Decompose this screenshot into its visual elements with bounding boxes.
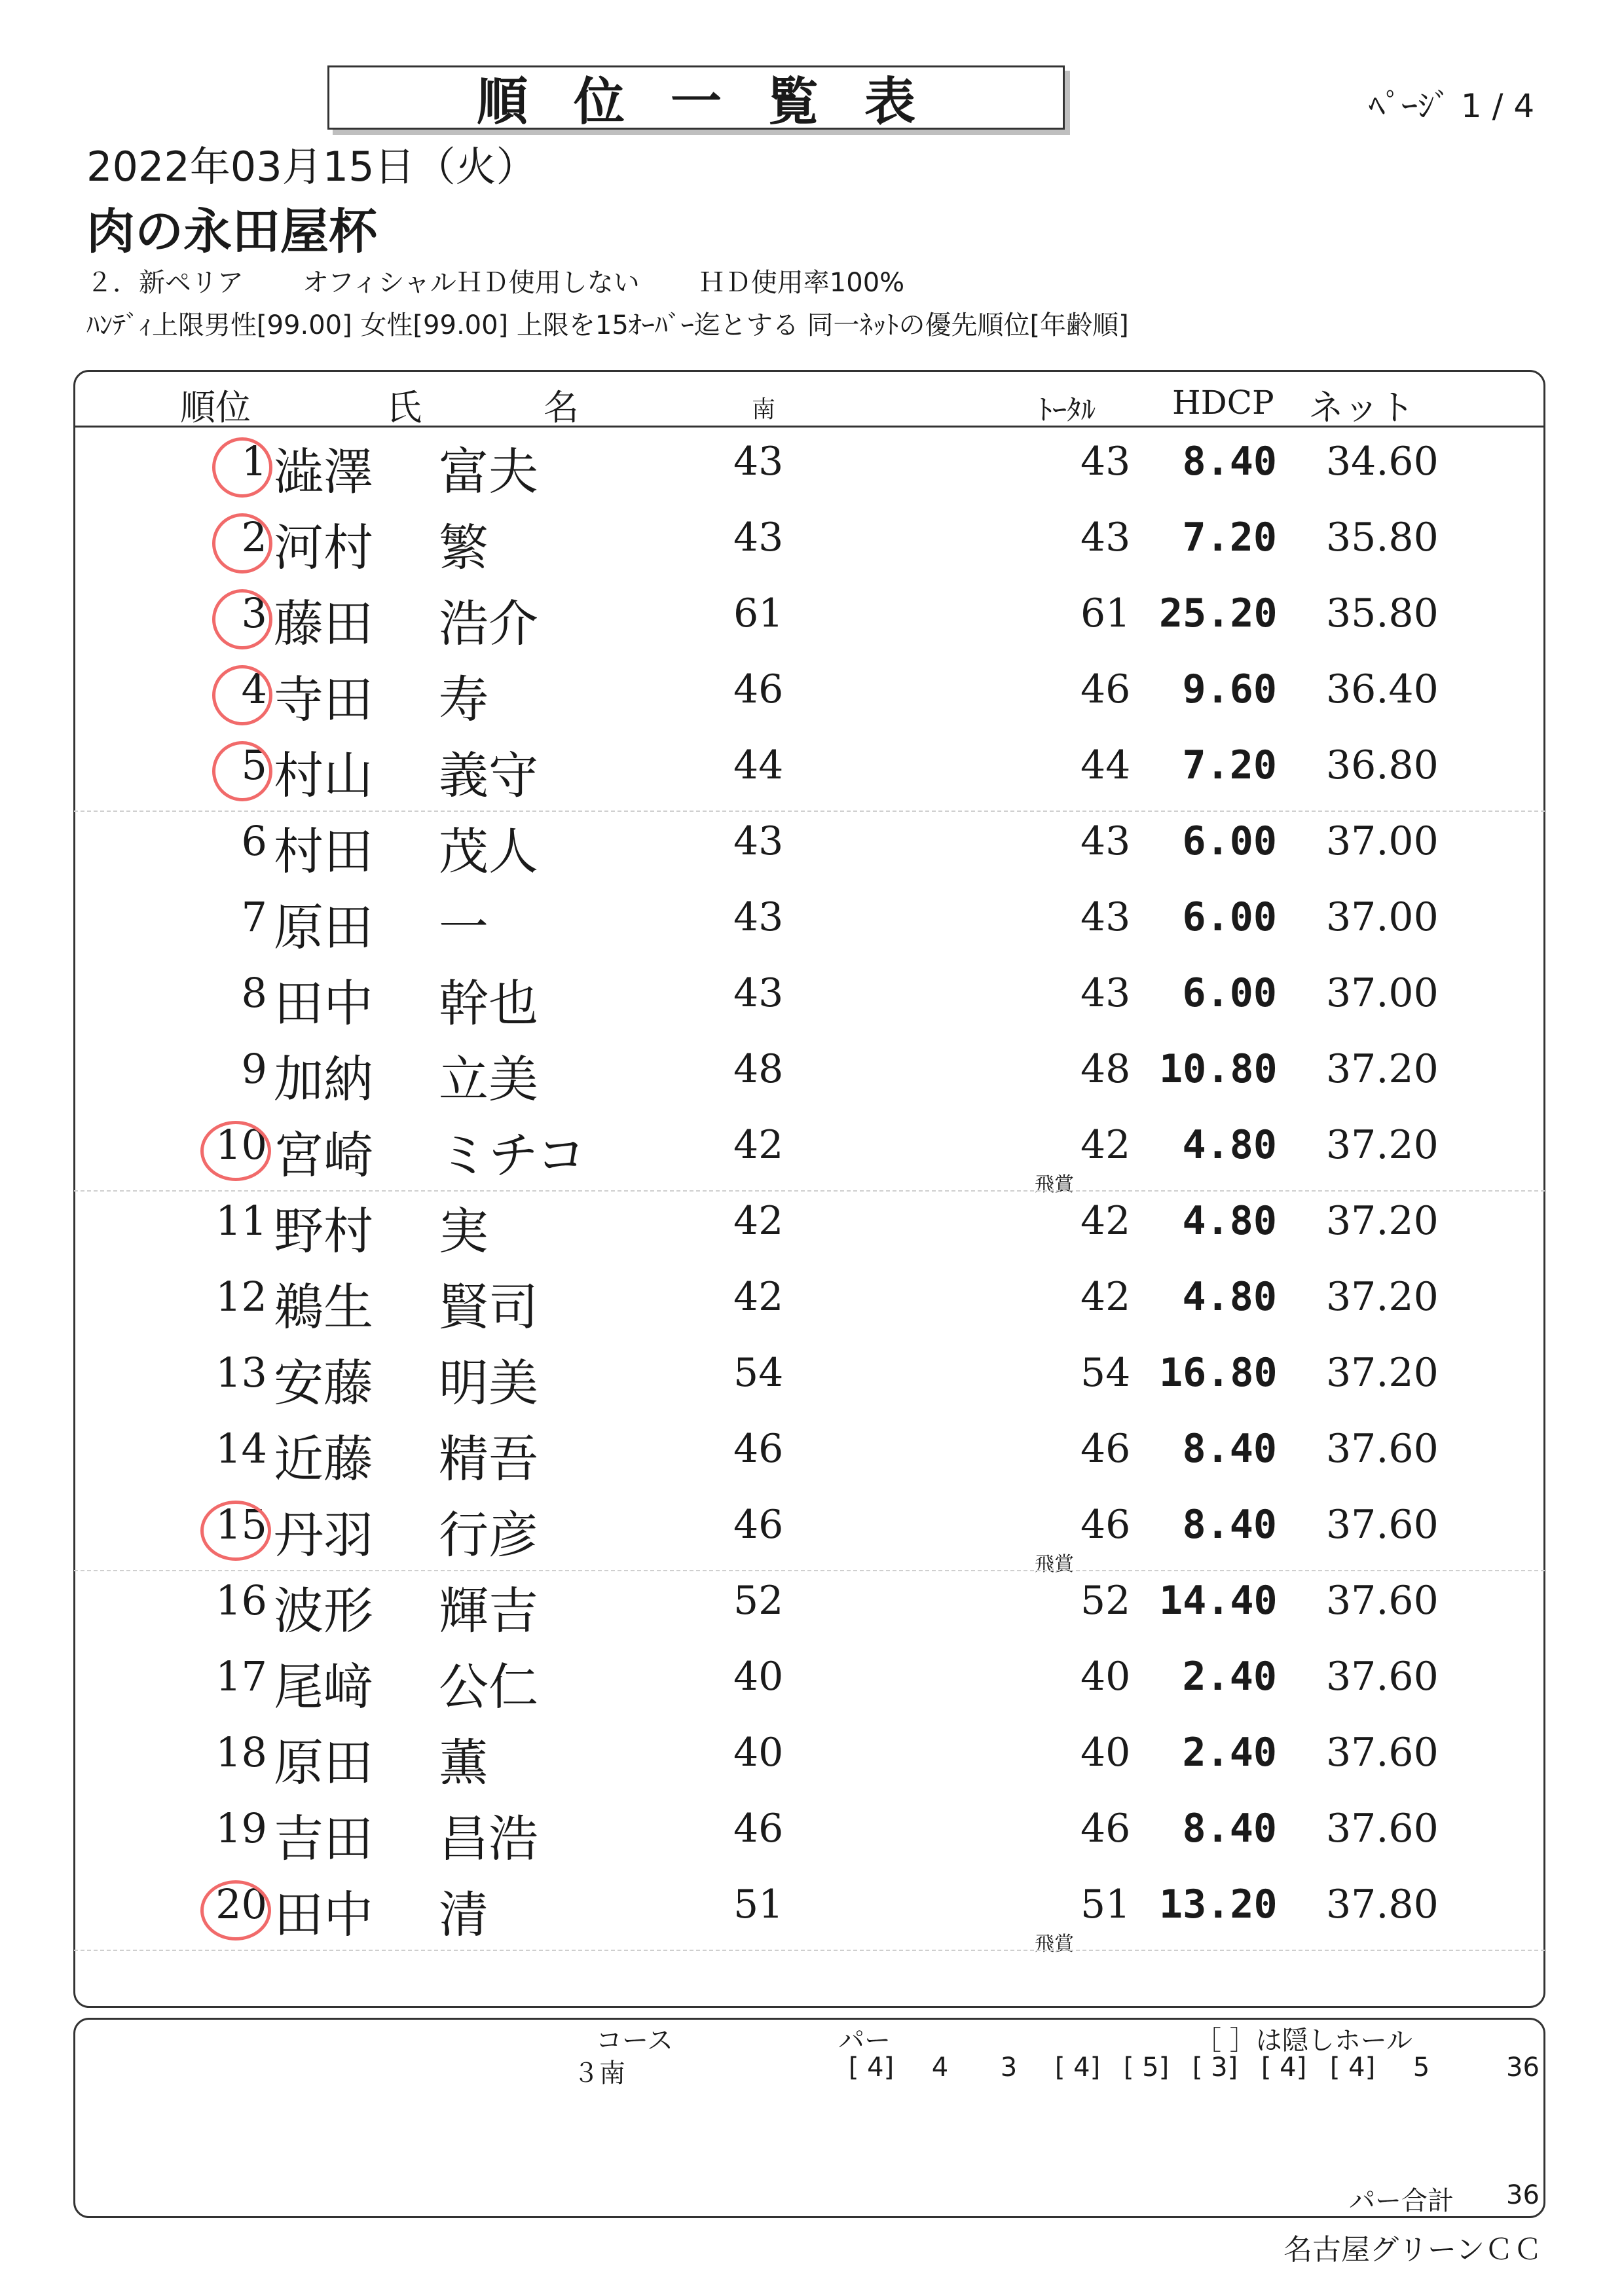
hdcp-value: 8.40 bbox=[1182, 1426, 1277, 1472]
par-values bbox=[837, 2052, 1456, 2083]
rank-circle-mark bbox=[200, 1501, 271, 1561]
par-sum-value: 36 bbox=[1506, 2180, 1540, 2210]
conditions-line: ﾊﾝﾃﾞｨ上限男性[99.00] 女性[99.00] 上限を15ｵｰﾊﾞｰ迄とする 同一ﾈｯﾄの優先順位[年齢順] bbox=[86, 310, 1129, 340]
hdcp-value: 6.00 bbox=[1182, 894, 1277, 940]
hd-rate: ＨＤ使用率100% bbox=[698, 268, 905, 298]
total-score: 46 bbox=[1080, 1426, 1131, 1472]
course-label: コース bbox=[596, 2026, 673, 2056]
rank-circle-mark bbox=[212, 741, 272, 801]
method: ２．新ペリア bbox=[86, 268, 244, 298]
total-score: 43 bbox=[1080, 818, 1131, 864]
hdcp-value: 10.80 bbox=[1159, 1046, 1278, 1092]
player-family-name: 波形 bbox=[274, 1582, 373, 1640]
total-score: 43 bbox=[1080, 439, 1131, 484]
hdcp-value: 8.40 bbox=[1182, 1806, 1277, 1851]
hdcp-value: 4.80 bbox=[1182, 1198, 1277, 1244]
total-score: 48 bbox=[1080, 1046, 1131, 1092]
south-score: 54 bbox=[733, 1350, 784, 1396]
player-given-name: 薫 bbox=[439, 1734, 489, 1792]
hdcp-value: 9.60 bbox=[1182, 666, 1277, 712]
player-given-name: 立美 bbox=[439, 1050, 538, 1108]
rank-number: 16 bbox=[215, 1576, 267, 1624]
net-score: 37.60 bbox=[1326, 1426, 1439, 1472]
rank-number: 19 bbox=[215, 1804, 267, 1852]
col-name-1: 氏 bbox=[386, 387, 422, 428]
south-score: 46 bbox=[733, 1426, 784, 1472]
rank-number: 17 bbox=[215, 1652, 267, 1700]
player-family-name: 澁澤 bbox=[274, 443, 373, 501]
south-score: 42 bbox=[733, 1274, 784, 1320]
rank-number: 20 bbox=[215, 1880, 267, 1928]
player-family-name: 田中 bbox=[274, 1886, 373, 1944]
player-family-name: 丹羽 bbox=[274, 1506, 373, 1564]
rank-number: 3 bbox=[241, 589, 267, 637]
player-given-name: 一 bbox=[439, 898, 489, 957]
rank-number: 4 bbox=[241, 665, 267, 713]
rank-circle-mark bbox=[200, 1121, 271, 1181]
net-score: 36.40 bbox=[1326, 666, 1439, 712]
player-family-name: 原田 bbox=[274, 898, 373, 957]
hdcp-value: 2.40 bbox=[1182, 1730, 1277, 1776]
total-score: 42 bbox=[1080, 1198, 1131, 1244]
south-score: 52 bbox=[733, 1578, 784, 1624]
rank-number: 7 bbox=[241, 893, 267, 941]
south-score: 43 bbox=[733, 515, 784, 560]
total-score: 40 bbox=[1080, 1730, 1131, 1776]
rank-number: 9 bbox=[241, 1045, 267, 1093]
rank-circle-mark bbox=[212, 513, 272, 574]
col-south: 南 bbox=[752, 396, 776, 423]
south-score: 40 bbox=[733, 1654, 784, 1700]
net-score: 35.80 bbox=[1326, 515, 1439, 560]
col-hdcp: HDCP bbox=[1172, 384, 1274, 422]
par-label: パー bbox=[838, 2026, 891, 2056]
par-hole: 4 bbox=[931, 2052, 949, 2083]
player-given-name: 義守 bbox=[439, 746, 538, 805]
rank-circle-mark bbox=[212, 437, 272, 498]
player-family-name: 河村 bbox=[274, 519, 373, 577]
par-hole: [ 4] bbox=[1261, 2052, 1307, 2083]
south-score: 44 bbox=[733, 742, 784, 788]
net-score: 37.00 bbox=[1326, 970, 1439, 1016]
player-given-name: 実 bbox=[439, 1202, 489, 1260]
par-hole: [ 4] bbox=[1329, 2052, 1376, 2083]
south-score: 48 bbox=[733, 1046, 784, 1092]
hdcp-value: 7.20 bbox=[1182, 515, 1277, 560]
player-given-name: 明美 bbox=[439, 1354, 538, 1412]
player-given-name: 清 bbox=[439, 1886, 489, 1944]
par-total-row: 36 bbox=[1506, 2052, 1540, 2083]
title-box bbox=[327, 65, 1065, 130]
south-score: 43 bbox=[733, 818, 784, 864]
south-score: 42 bbox=[733, 1198, 784, 1244]
col-rank: 順位 bbox=[180, 387, 251, 428]
net-score: 37.20 bbox=[1326, 1350, 1439, 1396]
player-given-name: 繁 bbox=[439, 519, 489, 577]
south-score: 46 bbox=[733, 1806, 784, 1851]
player-family-name: 近藤 bbox=[274, 1430, 373, 1488]
settings-line bbox=[86, 262, 904, 299]
net-score: 37.60 bbox=[1326, 1578, 1439, 1624]
player-family-name: 加納 bbox=[274, 1050, 373, 1108]
total-score: 46 bbox=[1080, 1806, 1131, 1851]
hdcp-value: 14.40 bbox=[1159, 1578, 1278, 1624]
hdcp-value: 6.00 bbox=[1182, 970, 1277, 1016]
player-family-name: 尾﨑 bbox=[274, 1658, 373, 1716]
total-score: 43 bbox=[1080, 894, 1131, 940]
par-hole: [ 5] bbox=[1123, 2052, 1170, 2083]
net-score: 37.20 bbox=[1326, 1198, 1439, 1244]
player-family-name: 村田 bbox=[274, 822, 373, 881]
player-family-name: 宮崎 bbox=[274, 1126, 373, 1184]
net-score: 37.20 bbox=[1326, 1122, 1439, 1168]
hdcp-value: 2.40 bbox=[1182, 1654, 1277, 1700]
hdcp-value: 8.40 bbox=[1182, 439, 1277, 484]
row-group-divider bbox=[74, 1950, 1545, 1951]
player-given-name: 輝吉 bbox=[439, 1582, 538, 1640]
player-given-name: ミチコ bbox=[439, 1126, 586, 1184]
player-family-name: 原田 bbox=[274, 1734, 373, 1792]
player-given-name: 富夫 bbox=[439, 443, 538, 501]
player-given-name: 精吾 bbox=[439, 1430, 538, 1488]
player-given-name: 公仁 bbox=[439, 1658, 538, 1716]
player-given-name: 幹也 bbox=[439, 974, 538, 1032]
rank-number: 11 bbox=[215, 1197, 267, 1245]
page-title: 順位一覧表 bbox=[476, 73, 961, 132]
page-number: ﾍﾟｰｼﾞ 1 / 4 bbox=[1369, 87, 1535, 125]
net-score: 37.60 bbox=[1326, 1654, 1439, 1700]
col-name-2: 名 bbox=[544, 387, 579, 428]
hdcp-value: 16.80 bbox=[1159, 1350, 1278, 1396]
net-score: 36.80 bbox=[1326, 742, 1439, 788]
rank-circle-mark bbox=[200, 1880, 271, 1941]
col-net: ネット bbox=[1308, 387, 1414, 428]
rank-number: 13 bbox=[215, 1349, 267, 1396]
net-score: 35.80 bbox=[1326, 591, 1439, 636]
player-given-name: 賢司 bbox=[439, 1278, 538, 1336]
south-score: 46 bbox=[733, 666, 784, 712]
player-family-name: 寺田 bbox=[274, 670, 373, 729]
event-date: 2022年03月15日（火） bbox=[86, 143, 537, 191]
hdcp-value: 4.80 bbox=[1182, 1274, 1277, 1320]
rank-number: 2 bbox=[241, 513, 267, 561]
total-score: 42 bbox=[1080, 1274, 1131, 1320]
net-score: 37.60 bbox=[1326, 1502, 1439, 1548]
total-score: 52 bbox=[1080, 1578, 1131, 1624]
south-score: 51 bbox=[733, 1882, 784, 1927]
total-score: 42 bbox=[1080, 1122, 1131, 1168]
header-rule bbox=[74, 426, 1545, 428]
par-hole: [ 4] bbox=[848, 2052, 895, 2083]
player-given-name: 茂人 bbox=[439, 822, 538, 881]
player-family-name: 野村 bbox=[274, 1202, 373, 1260]
total-score: 43 bbox=[1080, 515, 1131, 560]
col-total: ﾄｰﾀﾙ bbox=[1038, 393, 1096, 427]
hdcp-value: 7.20 bbox=[1182, 742, 1277, 788]
player-family-name: 吉田 bbox=[274, 1810, 373, 1868]
net-score: 37.60 bbox=[1326, 1806, 1439, 1851]
total-score: 51 bbox=[1080, 1882, 1131, 1927]
rank-circle-mark bbox=[212, 589, 272, 649]
south-score: 40 bbox=[733, 1730, 784, 1776]
player-given-name: 浩介 bbox=[439, 594, 538, 653]
par-hole: [ 4] bbox=[1054, 2052, 1101, 2083]
rank-number: 15 bbox=[215, 1501, 267, 1548]
total-score: 46 bbox=[1080, 1502, 1131, 1548]
rank-number: 14 bbox=[215, 1425, 267, 1472]
prize-note: 飛賞 bbox=[1035, 1933, 1074, 1956]
south-score: 42 bbox=[733, 1122, 784, 1168]
net-score: 37.20 bbox=[1326, 1046, 1439, 1092]
rank-number: 8 bbox=[241, 969, 267, 1017]
rank-number: 1 bbox=[241, 437, 267, 485]
south-score: 43 bbox=[733, 970, 784, 1016]
net-score: 34.60 bbox=[1326, 439, 1439, 484]
net-score: 37.20 bbox=[1326, 1274, 1439, 1320]
par-hole: [ 3] bbox=[1192, 2052, 1238, 2083]
hdcp-value: 13.20 bbox=[1159, 1882, 1278, 1927]
total-score: 43 bbox=[1080, 970, 1131, 1016]
hdcp-value: 4.80 bbox=[1182, 1122, 1277, 1168]
hdcp-value: 25.20 bbox=[1159, 591, 1278, 636]
net-score: 37.00 bbox=[1326, 894, 1439, 940]
course-value: ３南 bbox=[573, 2058, 625, 2088]
rank-number: 6 bbox=[241, 817, 267, 865]
south-score: 61 bbox=[733, 591, 784, 636]
total-score: 46 bbox=[1080, 666, 1131, 712]
par-hole: 3 bbox=[1000, 2052, 1018, 2083]
event-name: 肉の永田屋杯 bbox=[86, 204, 377, 260]
hdcp-value: 6.00 bbox=[1182, 818, 1277, 864]
total-score: 61 bbox=[1080, 591, 1131, 636]
player-family-name: 村山 bbox=[274, 746, 373, 805]
player-family-name: 田中 bbox=[274, 974, 373, 1032]
rank-number: 10 bbox=[215, 1121, 267, 1169]
player-given-name: 行彦 bbox=[439, 1506, 538, 1564]
player-family-name: 鵜生 bbox=[274, 1278, 373, 1336]
official-hd: オフィシャルＨＤ使用しない bbox=[303, 268, 640, 298]
player-given-name: 寿 bbox=[439, 670, 489, 729]
club-name: 名古屋グリーンＣＣ bbox=[1283, 2233, 1543, 2267]
hdcp-value: 8.40 bbox=[1182, 1502, 1277, 1548]
hidden-hole-label: ［ ］は隠しホール bbox=[1195, 2026, 1412, 2056]
south-score: 43 bbox=[733, 439, 784, 484]
player-family-name: 安藤 bbox=[274, 1354, 373, 1412]
south-score: 43 bbox=[733, 894, 784, 940]
rank-number: 5 bbox=[241, 741, 267, 789]
player-family-name: 藤田 bbox=[274, 594, 373, 653]
net-score: 37.00 bbox=[1326, 818, 1439, 864]
player-given-name: 昌浩 bbox=[439, 1810, 538, 1868]
net-score: 37.80 bbox=[1326, 1882, 1439, 1927]
prize-note: 飛賞 bbox=[1035, 1173, 1074, 1196]
rank-number: 12 bbox=[215, 1273, 267, 1321]
prize-note: 飛賞 bbox=[1035, 1553, 1074, 1576]
total-score: 44 bbox=[1080, 742, 1131, 788]
par-hole: 5 bbox=[1412, 2052, 1430, 2083]
south-score: 46 bbox=[733, 1502, 784, 1548]
total-score: 40 bbox=[1080, 1654, 1131, 1700]
net-score: 37.60 bbox=[1326, 1730, 1439, 1776]
rank-number: 18 bbox=[215, 1728, 267, 1776]
par-sum-label: パー合計 bbox=[1349, 2186, 1454, 2216]
rank-circle-mark bbox=[212, 665, 272, 725]
total-score: 54 bbox=[1080, 1350, 1131, 1396]
